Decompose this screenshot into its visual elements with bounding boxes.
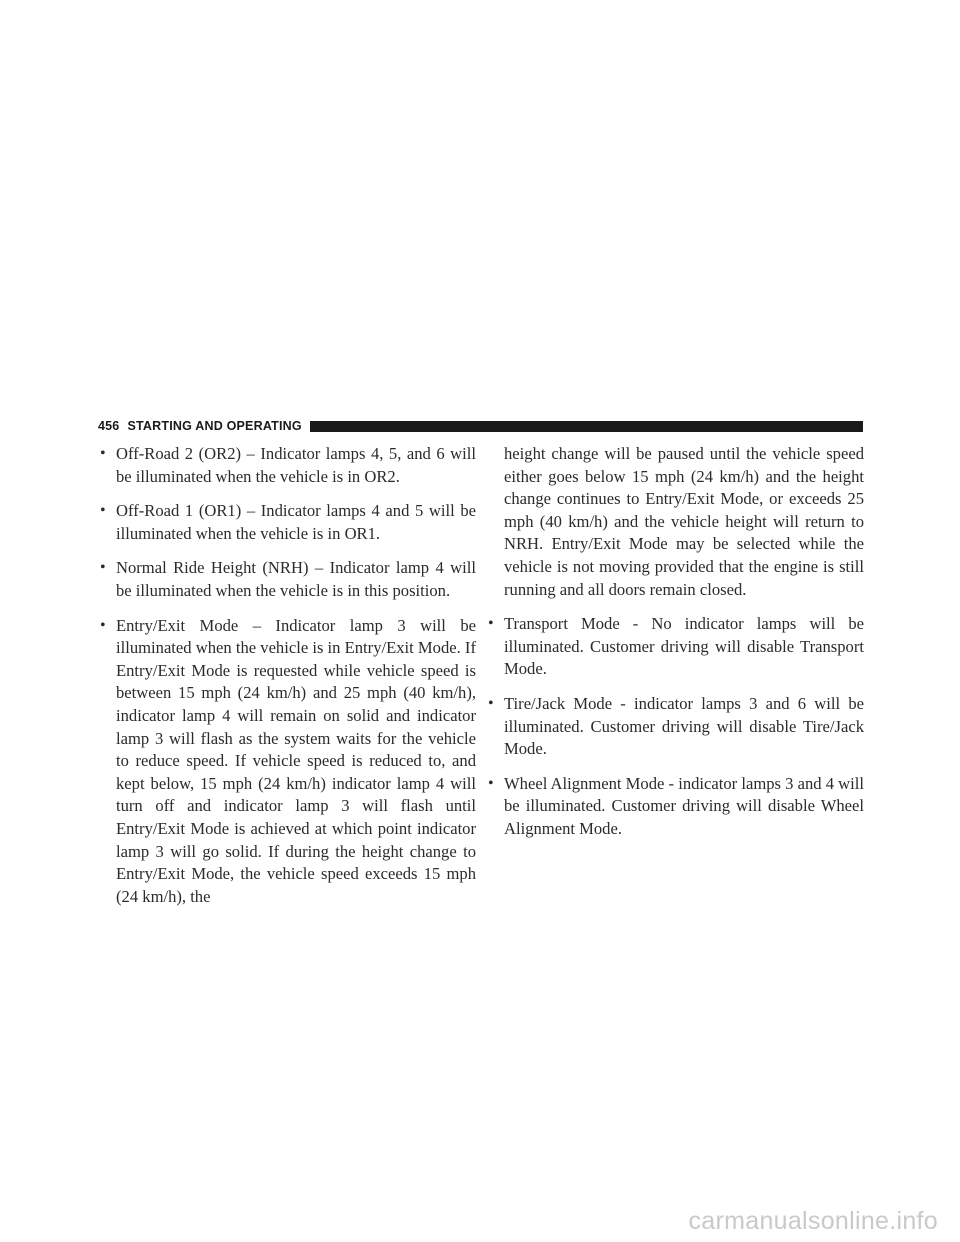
left-bullet-list bbox=[98, 443, 476, 908]
list-item-text: Transport Mode - No indicator lamps will be illuminated. Customer driving will disable Transport Mode. bbox=[504, 614, 864, 679]
bullet-icon: • bbox=[488, 615, 494, 633]
bullet-icon: • bbox=[100, 445, 106, 462]
list-item bbox=[486, 773, 864, 841]
list-item bbox=[98, 443, 476, 488]
list-item-text: Tire/Jack Mode - indicator lamps 3 and 6 will be illuminated. Customer driving will disable Tire/Jack Mode. bbox=[504, 693, 864, 759]
list-item-text: Off-Road 2 (OR2) – Indicator lamps 4, 5, and 6 will be illuminated when the vehicle is in OR2. bbox=[116, 444, 476, 486]
list-item bbox=[98, 615, 476, 909]
list-item bbox=[486, 613, 864, 681]
list-item-text: Off-Road 1 (OR1) – Indicator lamps 4 and 5 will be illuminated when the vehicle is in OR1. bbox=[116, 501, 476, 543]
section-title: STARTING AND OPERATING bbox=[127, 419, 302, 433]
continued-paragraph: height change will be paused until the vehicle speed either goes below 15 mph (24 km/h) and the height change continues to Entry/Exit Mode, or exceeds 25 mph (40 km/h) and the vehicle height will return to NRH. Entry/Exit Mode may be selected while the vehicle is not moving provided that the engine is still running and all doors remain closed. bbox=[504, 444, 864, 599]
list-item bbox=[486, 693, 864, 761]
bullet-icon: • bbox=[100, 502, 106, 520]
bullet-icon: • bbox=[100, 616, 106, 634]
right-bullet-list bbox=[486, 613, 864, 840]
watermark: carmanualsonline.info bbox=[688, 1207, 938, 1235]
bullet-icon: • bbox=[488, 774, 494, 792]
list-item-text: Entry/Exit Mode – Indicator lamp 3 will be illuminated when the vehicle is in Entry/Exit Mode. If Entry/Exit Mode is requested while vehicle speed is between 15 mph (24 km/h) and 25 mph (40 km/h), indicator lamp 4 will remain on solid and indicator lamp 3 will flash as the system waits for the vehicle to reduce speed. If vehicle speed is reduced to, and kept below, 15 mph (24 km/h) indicator lamp 4 will turn off and indicator lamp 3 will flash until Entry/Exit Mode is achieved at which point indicator lamp 3 will go solid. If during the height change to Entry/Exit Mode, the vehicle speed exceeds 15 mph (24 km/h), the bbox=[116, 615, 476, 906]
left-column bbox=[98, 443, 476, 920]
list-item-text: Wheel Alignment Mode - indicator lamps 3 and 4 will be illuminated. Customer driving will disable Wheel Alignment Mode. bbox=[504, 773, 864, 838]
right-column bbox=[486, 443, 864, 853]
page-header bbox=[98, 419, 863, 433]
list-item bbox=[98, 557, 476, 602]
list-item bbox=[98, 500, 476, 545]
header-rule bbox=[310, 421, 863, 432]
bullet-icon: • bbox=[100, 559, 106, 577]
bullet-icon: • bbox=[488, 694, 494, 712]
page-number: 456 bbox=[98, 419, 120, 433]
list-item-text: Normal Ride Height (NRH) – Indicator lamp 4 will be illuminated when the vehicle is in this position. bbox=[116, 558, 476, 600]
